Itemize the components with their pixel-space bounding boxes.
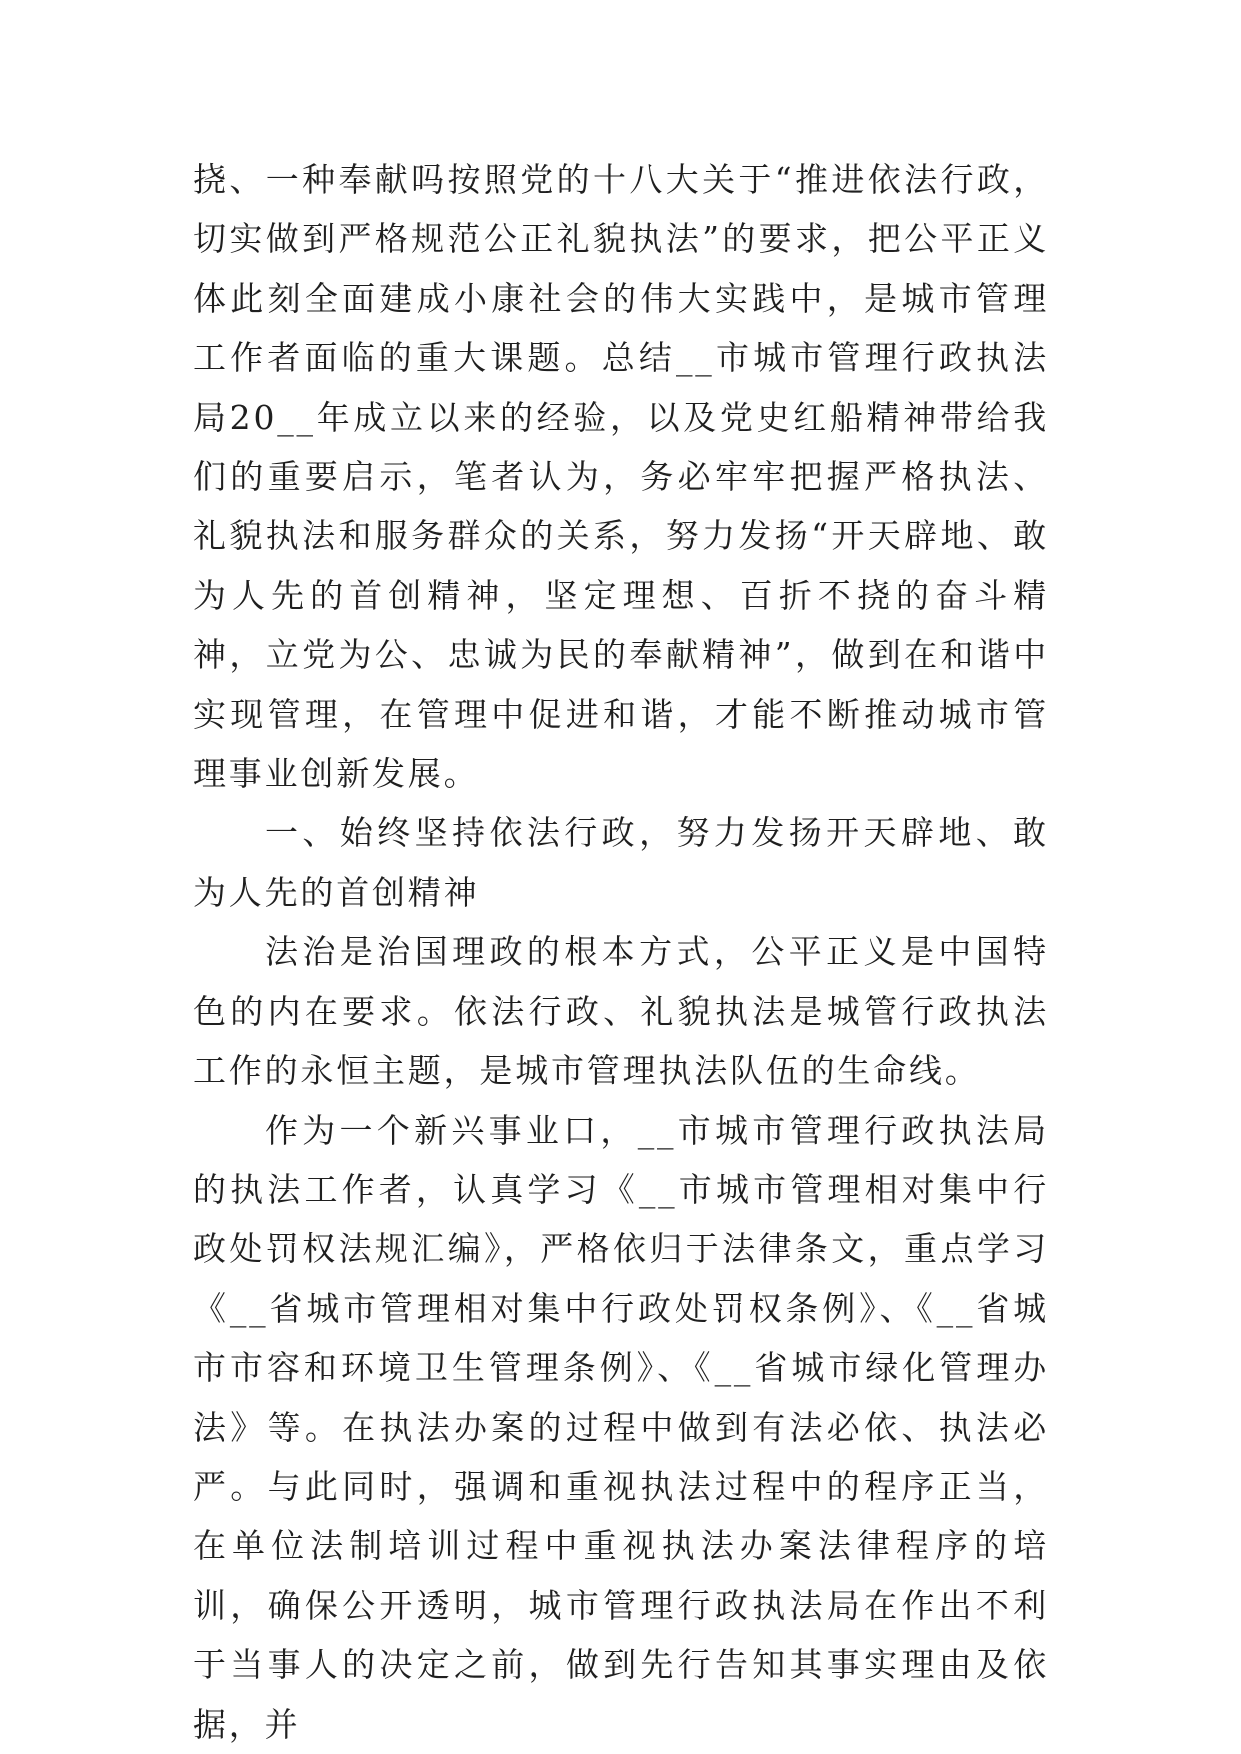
paragraph-rule-of-law: 法治是治国理政的根本方式，公平正义是中国特色的内在要求。依法行政、礼貌执法是城管行政执法工作的永恒主题，是城市管理执法队伍的生命线。: [193, 932, 1049, 1091]
section-heading-1: 一、始终坚持依法行政，努力发扬开天辟地、敢为人先的首创精神: [193, 813, 1049, 912]
paragraph-intro: 挠、一种奉献吗按照党的十八大关于“推进依法行政，切实做到严格规范公正礼貌执法”的要求，把公平正义体此刻全面建成小康社会的伟大实践中，是城市管理工作者面临的重大课题。总结__市城市管理行政执法局20__年成立以来的经验，以及党史红船精神带给我们的重要启示，笔者认为，务必牢牢把握严格执法、礼貌执法和服务群众的关系，努力发扬“开天辟地、敢为人先的首创精神，坚定理想、百折不挠的奋斗精神，立党为公、忠诚为民的奉献精神”，做到在和谐中实现管理，在管理中促进和谐，才能不断推动城市管理事业创新发展。: [193, 160, 1049, 794]
document-body: [193, 150, 1049, 1754]
paragraph-enforcement: 作为一个新兴事业口，__市城市管理行政执法局的执法工作者，认真学习《__市城市管理相对集中行政处罚权法规汇编》，严格依归于法律条文，重点学习《__省城市管理相对集中行政处罚权条例》、《__省城市市容和环境卫生管理条例》、《__省城市绿化管理办法》等。在执法办案的过程中做到有法必依、执法必严。与此同时，强调和重视执法过程中的程序正当，在单位法制培训过程中重视执法办案法律程序的培训，确保公开透明，城市管理行政执法局在作出不利于当事人的决定之前，做到先行告知其事实理由及依据，并: [193, 1110, 1049, 1744]
